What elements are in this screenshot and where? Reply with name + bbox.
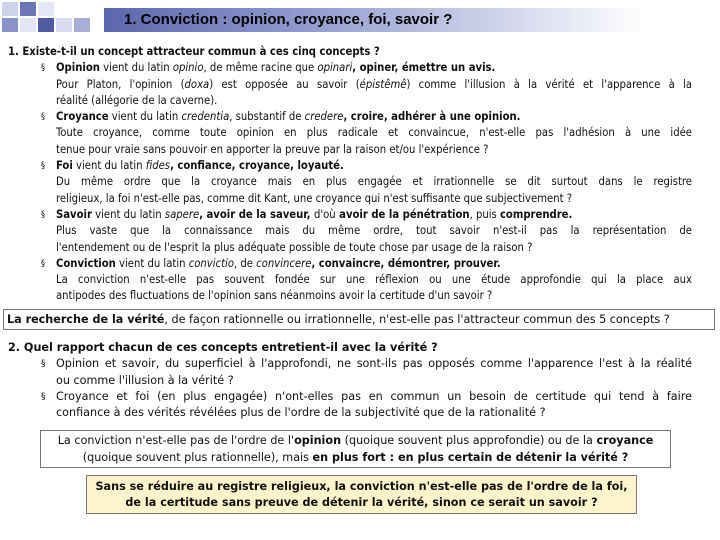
section-2	[0, 340, 720, 421]
bullet-icon: §	[41, 258, 46, 269]
list-item-opinion-savoir: § Opinion et savoir, du superficiel à l'approfondi, ne sont-ils pas opposés comme l'apparence l'est à la réalité ou comme l'illusion à la vérité ?	[41, 357, 692, 387]
section-1	[0, 44, 720, 305]
relation-list	[0, 356, 720, 421]
answer-box-2: La conviction n'est-elle pas de l'ordre de l'opinion (quoique souvent plus approfondie) ou de la croyance (quoique souvent plus rationnelle), mais en plus fort : en plus certain de détenir la vérité ?	[40, 430, 671, 468]
list-item-croyance-foi: § Croyance et foi (en plus engagée) n'ont-elles pas en commun un besoin de certitude qui tend à faire confiance à des vérités révélées plus de l'ordre de la subjectivité que de la rationalité ?	[41, 389, 692, 420]
concept-list	[0, 60, 720, 304]
corner-squares-decoration	[0, 0, 110, 34]
bullet-icon: §	[41, 359, 46, 370]
list-item-savoir: § Savoir vient du latin sapere, avoir de la saveur, d'où avoir de la pénétration, puis comprendre. Plus vaste que la connaissance mais du même ordre, tout savoir n'est-il pas la représentation de l'entendement ou de l'esprit la plus adéquate possible de toute chose par usage de la raison ?	[41, 207, 692, 254]
question-2: 2. Quel rapport chacun de ces concepts entretient-il avec la vérité ?	[8, 341, 438, 354]
question-1: 1. Existe-t-il un concept attracteur commun à ces cinq concepts ?	[8, 45, 380, 58]
bullet-icon: §	[41, 391, 46, 402]
bullet-icon: §	[41, 209, 46, 220]
list-item-conviction: § Conviction vient du latin convictio, de convincere, convaincre, démontrer, prouver. La conviction n'est-elle pas souvent fondée sur une réflexion ou une étude approfondie qui la place aux antipodes des fluctuations de l'opinion sans néanmoins avoir la certitude d'un savoir ?	[41, 256, 692, 303]
bullet-icon: §	[41, 112, 46, 123]
list-item-opinion: § Opinion vient du latin opinio, de même racine que opinari, opiner, émettre un avis. Pour Platon, l'opinion (doxa) est opposée au savoir (épistêmê) comme l'illusion à la vérité et l'apparence à la réalité (allégorie de la caverne).	[41, 61, 692, 107]
list-item-foi: § Foi vient du latin fides, confiance, croyance, loyauté. Du même ordre que la croyance mais en plus engagée et irrationnelle se dit surtout dans le registre religieux, la foi n'est-elle pas, comme dit Kant, une croyance qui n'est suffisante que subjectivement ?	[41, 159, 692, 205]
bullet-icon: §	[41, 161, 46, 172]
list-item-croyance: § Croyance vient du latin credentia, substantif de credere, croire, adhérer à une opinion. Toute croyance, comme toute opinion en plus radicale et convaincue, n'est-elle pas l'adhésion à une idée tenue pour vraie sans pouvoir en apporter la preuve par la raison et/ou l'expérience ?	[41, 110, 692, 156]
answer-box-1: La recherche de la vérité, de façon rationnelle ou irrationnelle, n'est-elle pas l'attracteur commun des 5 concepts ?	[3, 309, 715, 330]
answer-box-3: Sans se réduire au registre religieux, la conviction n'est-elle pas de l'ordre de la foi, de la certitude sans preuve de détenir la vérité, sinon ce serait un savoir ?	[86, 475, 637, 514]
slide-title: 1. Conviction : opinion, croyance, foi, savoir ?	[124, 11, 453, 28]
bullet-icon: §	[41, 63, 46, 74]
